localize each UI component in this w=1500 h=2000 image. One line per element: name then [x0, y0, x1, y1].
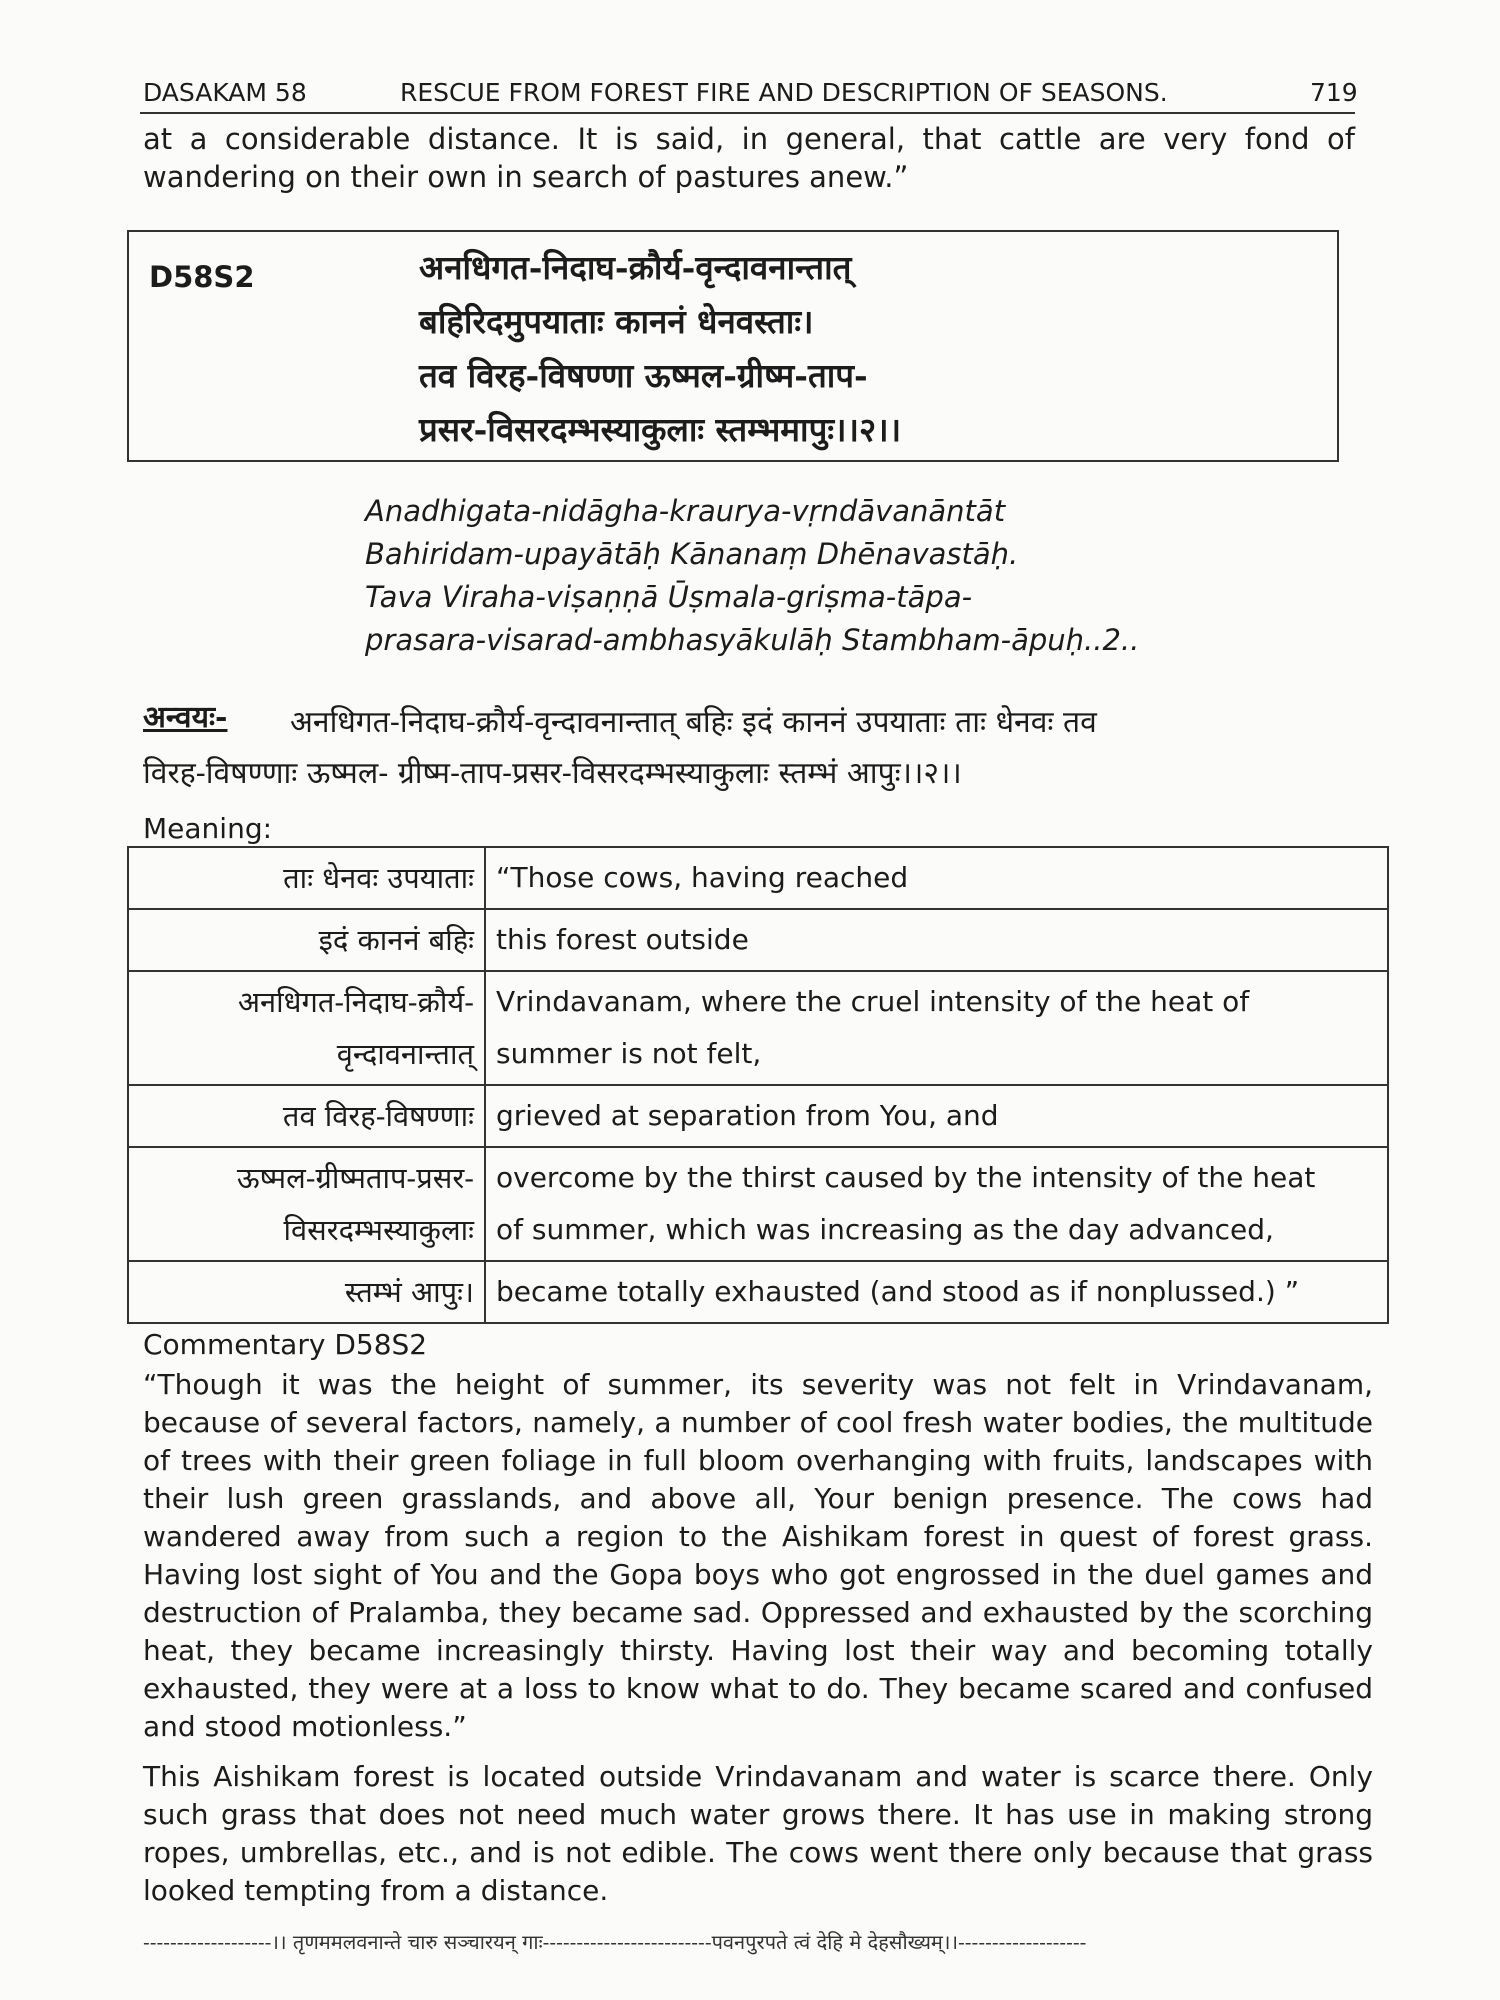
verse-line: अनधिगत-निदाघ-क्रौर्य-वृन्दावनान्तात् — [419, 248, 852, 287]
english-cell: “Those cows, having reached — [485, 847, 1388, 909]
sanskrit-cell: इदं काननं बहिः — [128, 909, 485, 971]
note-paragraph: This Aishikam forest is located outside Vrindavanam and water is scarce there. Only such grass that does not need much water grows there. It has use in making strong ropes, umbrellas, etc., and is not edible. The cows went there only because that grass looked tempting from a distance. — [143, 1760, 1373, 1907]
sanskrit-cell-line: अनधिगत-निदाघ-क्रौर्य- — [237, 985, 474, 1019]
verse-line: बहिरिदमुपयाताः काननं धेनवस्ताः। — [419, 302, 814, 341]
header-rule — [140, 112, 1355, 114]
english-cell: became totally exhausted (and stood as if nonplussed.) ” — [485, 1261, 1388, 1323]
sanskrit-cell: तव विरह-विषण्णाः — [128, 1085, 485, 1147]
english-cell: this forest outside — [485, 909, 1388, 971]
transliteration-line: Anadhigata-nidāgha-kraurya-vṛndāvanāntāt — [365, 494, 1006, 528]
english-cell — [485, 1147, 1388, 1261]
verse-box — [127, 230, 1339, 462]
english-cell-line: Vrindavanam, where the cruel intensity of the heat of — [496, 985, 1250, 1018]
transliteration-line: prasara-visarad-ambhasyākulāḥ Stambham-āpuḥ..2.. — [365, 623, 1140, 657]
verse-id: D58S2 — [149, 260, 255, 294]
meaning-label: Meaning: — [143, 812, 273, 845]
english-cell: grieved at separation from You, and — [485, 1085, 1388, 1147]
table-row — [128, 1085, 1388, 1147]
table-row — [128, 1147, 1388, 1261]
commentary-paragraph: “Though it was the height of summer, its severity was not felt in Vrindavanam, because of several factors, namely, a number of cool fresh water bodies, the multitude of trees with their green foliage in full bloom overhanging with fruits, landscapes with their lush green grasslands, and above all, Your benign presence. The cows had wandered away from such a region to the Aishikam forest in quest of forest grass. Having lost sight of You and the Gopa boys who got engrossed in the duel games and destruction of Pralamba, they became sad. Oppressed and exhausted by the scorching heat, they became increasingly thirsty. Having lost their way and becoming totally exhausted, they were at a loss to know what to do. They became scared and confused and stood motionless.” — [143, 1368, 1373, 1743]
anvaya-text: अनधिगत-निदाघ-क्रौर्य-वृन्दावनान्तात् बहिः इदं काननं उपयाताः ताः धेनवः तव — [290, 705, 1097, 740]
sanskrit-cell — [128, 971, 485, 1085]
page-number: 719 — [1310, 78, 1358, 107]
table-row — [128, 971, 1388, 1085]
header-chapter: DASAKAM 58 — [143, 78, 307, 107]
transliteration-line: Tava Viraha-viṣaṇṇā Ūṣmala-griṣma-tāpa- — [365, 580, 973, 614]
sanskrit-cell-line: विसरदम्भस्याकुलाः — [283, 1213, 474, 1247]
footer-invocation: -------------------।। तृणममलवनान्ते चारु सञ्चारयन् गाः-------------------------पवनपुरपते त्वं देहि मे देहसौख्यम्।।------------------- — [143, 1930, 1087, 1954]
sanskrit-cell: स्तम्भं आपुः। — [128, 1261, 485, 1323]
english-cell-line: overcome by the thirst caused by the intensity of the heat — [496, 1161, 1316, 1194]
transliteration-line: Bahiridam-upayātāḥ Kānanaṃ Dhēnavastāḥ. — [365, 537, 1019, 571]
english-cell-line: summer is not felt, — [496, 1037, 762, 1070]
anvaya-text-continued: विरह-विषण्णाः ऊष्मल- ग्रीष्म-ताप-प्रसर-विसरदम्भस्याकुलाः स्तम्भं आपुः।।२।। — [143, 756, 962, 791]
commentary-title: Commentary D58S2 — [143, 1328, 428, 1361]
verse-line: तव विरह-विषण्णा ऊष्मल-ग्रीष्म-ताप- — [419, 356, 868, 395]
meaning-table — [127, 846, 1389, 1324]
english-cell-line: of summer, which was increasing as the day advanced, — [496, 1213, 1274, 1246]
table-row — [128, 847, 1388, 909]
table-row — [128, 1261, 1388, 1323]
header-title: RESCUE FROM FOREST FIRE AND DESCRIPTION OF SEASONS. — [400, 78, 1168, 107]
sanskrit-cell-line: ऊष्मल-ग्रीष्मताप-प्रसर- — [236, 1161, 474, 1195]
sanskrit-cell: ताः धेनवः उपयाताः — [128, 847, 485, 909]
verse-line: प्रसर-विसरदम्भस्याकुलाः स्तम्भमापुः।।२।। — [419, 410, 902, 449]
intro-paragraph: at a considerable distance. It is said, in general, that cattle are very fond of wandering on their own in search of pastures anew.” — [143, 122, 1355, 194]
anvaya-label: अन्वयः- — [143, 700, 228, 735]
sanskrit-cell-line: वृन्दावनान्तात् — [336, 1037, 474, 1071]
table-row — [128, 909, 1388, 971]
sanskrit-cell — [128, 1147, 485, 1261]
english-cell — [485, 971, 1388, 1085]
